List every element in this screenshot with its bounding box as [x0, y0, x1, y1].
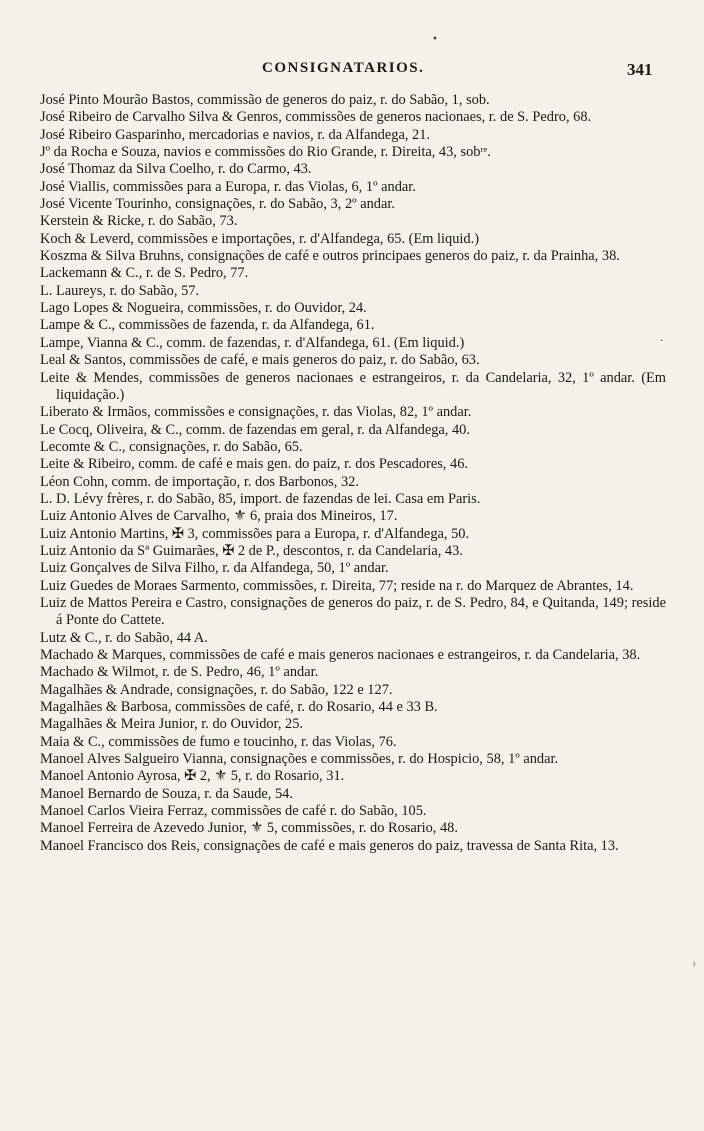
- list-item: Koszma & Silva Bruhns, consignações de café e outros principaes generos do paiz, r. da Prainha, 38.: [40, 248, 620, 265]
- ink-speck: •: [432, 34, 438, 45]
- list-item: Manoel Ferreira de Azevedo Junior, ⚜ 5, commissões, r. do Rosario, 48.: [40, 820, 458, 837]
- list-item: Liberato & Irmãos, commissões e consignações, r. das Violas, 82, 1º andar.: [40, 404, 472, 421]
- list-item: Lecomte & C., consignações, r. do Sabão, 65.: [40, 438, 303, 455]
- list-item: Luiz Guedes de Moraes Sarmento, commissões, r. Direita, 77; reside na r. do Marquez de Abrantes, 14.: [40, 577, 634, 594]
- list-item: Magalhães & Andrade, consignações, r. do Sabão, 122 e 127.: [40, 681, 393, 698]
- list-item: Manoel Antonio Ayrosa, ✠ 2, ⚜ 5, r. do Rosario, 31.: [40, 768, 345, 785]
- list-item: Magalhães & Meira Junior, r. do Ouvidor, 25.: [40, 716, 304, 733]
- list-item: Manoel Alves Salgueiro Vianna, consignações e commissões, r. do Hospicio, 58, 1º andar.: [40, 751, 559, 768]
- list-item: Luiz Antonio da Sª Guimarães, ✠ 2 de P., descontos, r. da Candelaria, 43.: [40, 542, 463, 559]
- list-item: Manoel Carlos Vieira Ferraz, commissões de café r. do Sabão, 105.: [40, 803, 427, 820]
- list-item: José Ribeiro de Carvalho Silva & Genros, commissões de generos nacionaes, r. de S. Pedro, 68.: [40, 109, 592, 126]
- list-item: Lutz & C., r. do Sabão, 44 A.: [40, 629, 208, 646]
- page-number: 341: [627, 60, 653, 79]
- list-item: José Pinto Mourão Bastos, commissão de generos do paiz, r. do Sabão, 1, sob.: [40, 92, 490, 108]
- list-item: Luiz de Mattos Pereira e Castro, consignações de generos do paiz, r. de S. Pedro, 84, e Quitanda, 149; reside á Ponte do Cattete.: [40, 594, 666, 629]
- list-item: Leite & Mendes, commissões de generos nacionaes e estrangeiros, r. da Candelaria, 32, 1º andar. (Em liquidação.): [40, 369, 666, 403]
- page-header: [0, 60, 704, 86]
- ink-speck: ˀ: [693, 962, 696, 973]
- list-item: Luiz Gonçalves de Silva Filho, r. da Alfandega, 50, 1º andar.: [40, 560, 389, 577]
- list-item: L. D. Lévy frères, r. do Sabão, 85, import. de fazendas de lei. Casa em Paris.: [40, 490, 481, 507]
- list-item: Maia & C., commissões de fumo e toucinho, r. das Violas, 76.: [40, 733, 397, 750]
- list-item: Luiz Antonio Martins, ✠ 3, commissões para a Europa, r. d'Alfandega, 50.: [40, 525, 470, 542]
- list-item: Lampe & C., commissões de fazenda, r. da Alfandega, 61.: [40, 317, 375, 334]
- list-item: Manoel Bernardo de Souza, r. da Saude, 54.: [40, 785, 293, 802]
- list-item: Machado & Wilmot, r. de S. Pedro, 46, 1º andar.: [40, 664, 319, 681]
- list-item: Lackemann & C., r. de S. Pedro, 77.: [40, 265, 249, 282]
- consignee-list: [40, 92, 666, 855]
- list-item: Le Cocq, Oliveira, & C., comm. de fazendas em geral, r. da Alfandega, 40.: [40, 421, 470, 438]
- list-item: Leite & Ribeiro, comm. de café e mais gen. do paiz, r. dos Pescadores, 46.: [40, 456, 468, 473]
- list-item: Lampe, Vianna & C., comm. de fazendas, r. d'Alfandega, 61. (Em liquid.): [40, 334, 465, 351]
- list-item: Machado & Marques, commissões de café e mais generos nacionaes e estrangeiros, r. da Candelaria, 38.: [40, 647, 641, 663]
- list-item: José Viallis, commissões para a Europa, r. das Violas, 6, 1º andar.: [40, 178, 416, 195]
- list-item: Magalhães & Barbosa, commissões de café, r. do Rosario, 44 e 33 B.: [40, 699, 438, 716]
- page-title: CONSIGNATARIOS.: [262, 60, 425, 76]
- list-item: Léon Cohn, comm. de importação, r. dos Barbonos, 32.: [40, 473, 359, 490]
- list-item: José Ribeiro Gasparinho, mercadorias e navios, r. da Alfandega, 21.: [40, 126, 431, 143]
- list-item: L. Laureys, r. do Sabão, 57.: [40, 282, 200, 299]
- list-item: Lago Lopes & Nogueira, commissões, r. do Ouvidor, 24.: [40, 300, 367, 317]
- ink-speck: ·: [660, 336, 664, 347]
- list-item: Jº da Rocha e Souza, navios e commissões do Rio Grande, r. Direita, 43, sobʳᵉ.: [40, 144, 491, 161]
- list-item: Koch & Leverd, commissões e importações, r. d'Alfandega, 65. (Em liquid.): [40, 230, 479, 247]
- list-item: Manoel Francisco dos Reis, consignações de café e mais generos do paiz, travessa de Santa Rita, 13.: [40, 837, 619, 854]
- list-item: Kerstein & Ricke, r. do Sabão, 73.: [40, 213, 238, 230]
- list-item: Leal & Santos, commissões de café, e mais generos do paiz, r. do Sabão, 63.: [40, 352, 480, 369]
- list-item: Luiz Antonio Alves de Carvalho, ⚜ 6, praia dos Mineiros, 17.: [40, 508, 398, 525]
- list-item: José Vicente Tourinho, consignações, r. do Sabão, 3, 2º andar.: [40, 196, 395, 213]
- list-item: José Thomaz da Silva Coelho, r. do Carmo, 43.: [40, 161, 312, 178]
